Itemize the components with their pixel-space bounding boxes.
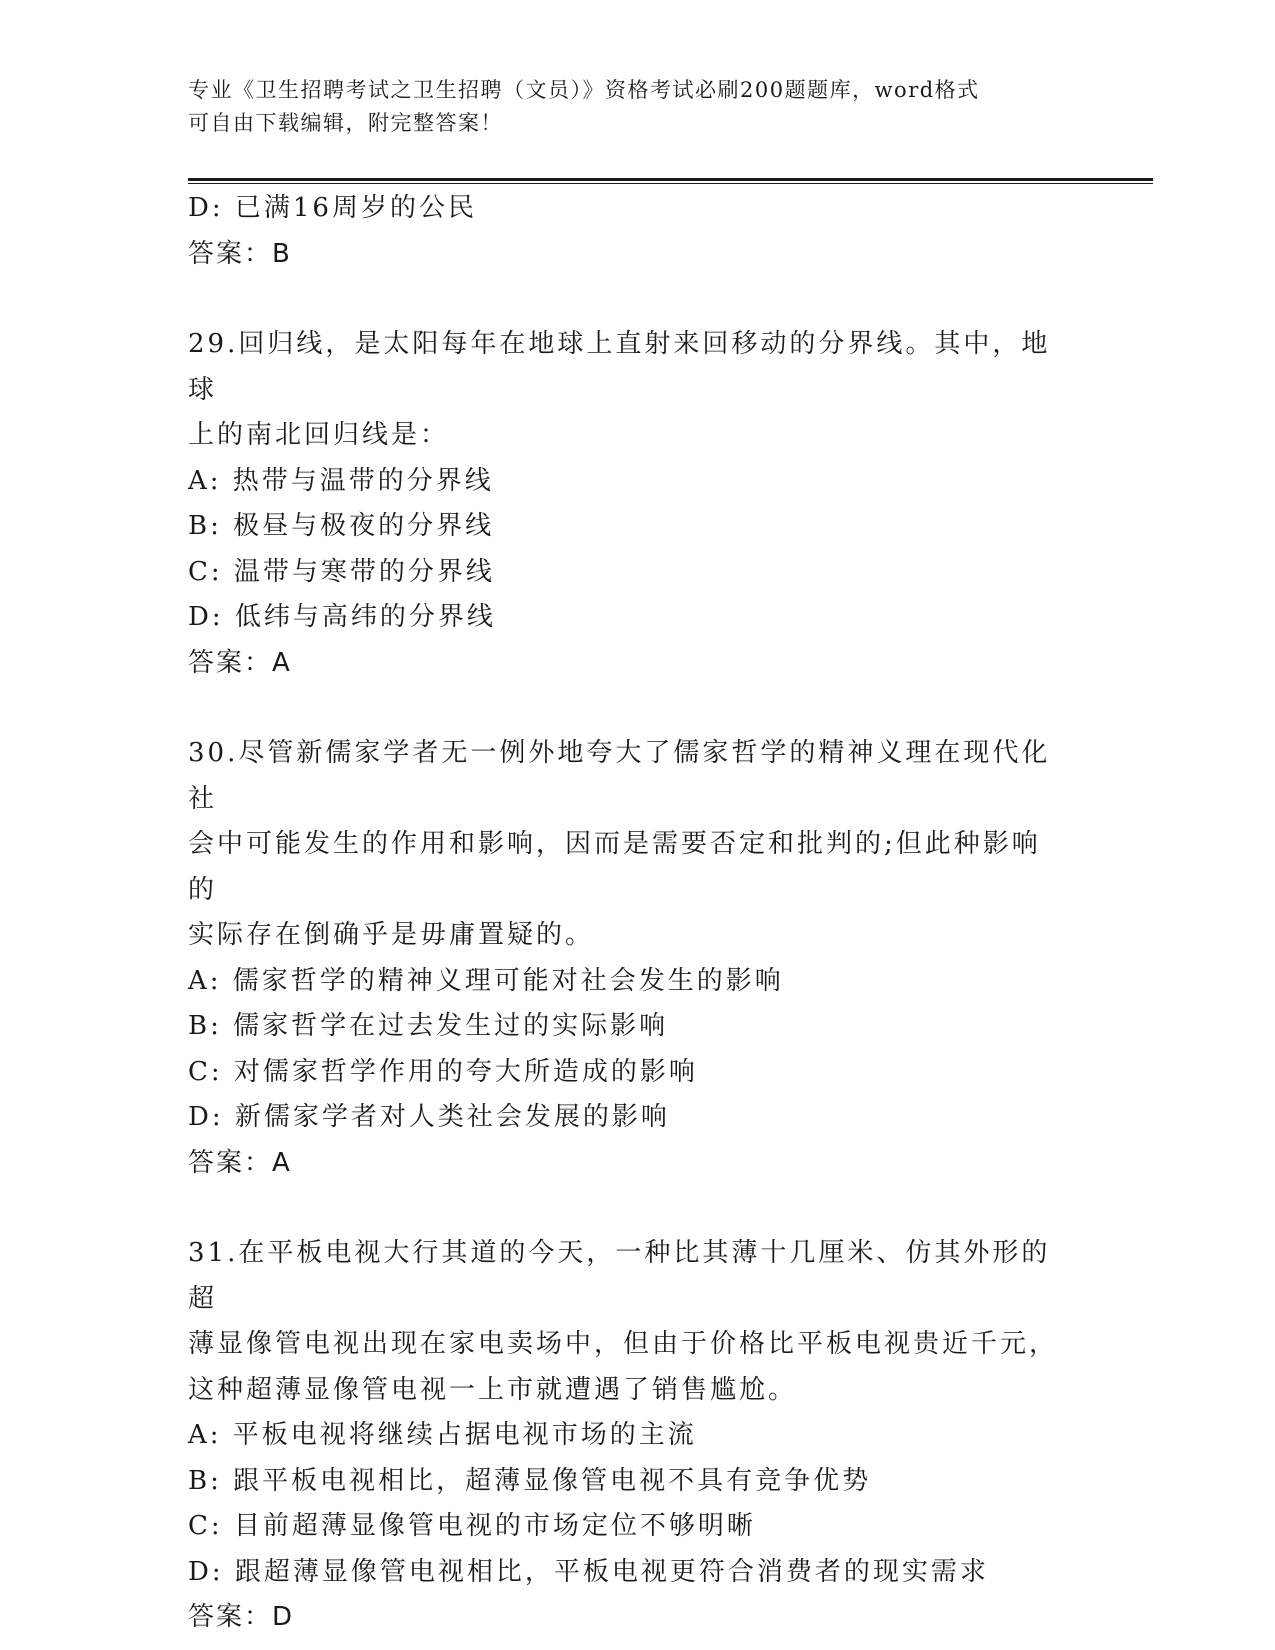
option-a: A: 热带与温带的分界线 xyxy=(188,465,494,496)
page-header xyxy=(188,74,1068,140)
option-a: A: 平板电视将继续占据电视市场的主流 xyxy=(188,1420,697,1450)
question-stem-line: 实际存在倒确乎是毋庸置疑的。 xyxy=(188,920,595,950)
option-c: C: 对儒家哲学作用的夸大所造成的影响 xyxy=(188,1056,698,1087)
header-title-line-2: 可自由下载编辑，附完整答案！ xyxy=(188,111,503,135)
document-body xyxy=(188,186,1068,1641)
option-d: D: 新儒家学者对人类社会发展的影响 xyxy=(188,1102,670,1132)
previous-question-tail xyxy=(188,186,1068,277)
question-stem-line: 30.尽管新儒家学者无一例外地夸大了儒家哲学的精神义理在现代化社 xyxy=(188,738,1051,814)
option-d: D: 已满16周岁的公民 xyxy=(188,193,477,223)
header-title-line-1: 专业《卫生招聘考试之卫生招聘（文员）》资格考试必刷200题题库，word格式 xyxy=(188,78,980,102)
option-d: D: 跟超薄显像管电视相比，平板电视更符合消费者的现实需求 xyxy=(188,1556,989,1587)
spacer xyxy=(188,686,1068,731)
question-stem-line: 31.在平板电视大行其道的今天，一种比其薄十几厘米、仿其外形的超 xyxy=(188,1238,1051,1314)
question-stem-line: 上的南北回归线是： xyxy=(188,420,450,450)
question-31 xyxy=(188,1231,1068,1641)
question-30 xyxy=(188,731,1068,1186)
question-stem-line: 会中可能发生的作用和影响，因而是需要否定和批判的;但此种影响的 xyxy=(188,829,1041,905)
option-b: B: 儒家哲学在过去发生过的实际影响 xyxy=(188,1011,669,1041)
option-d: D: 低纬与高纬的分界线 xyxy=(188,602,496,632)
option-b: B: 跟平板电视相比，超薄显像管电视不具有竞争优势 xyxy=(188,1465,872,1496)
question-stem-line: 这种超薄显像管电视一上市就遭遇了销售尴尬。 xyxy=(188,1374,798,1405)
option-a: A: 儒家哲学的精神义理可能对社会发生的影响 xyxy=(188,965,784,996)
header-divider xyxy=(188,178,1153,184)
option-c: C: 温带与寒带的分界线 xyxy=(188,556,495,587)
header-divider-thin xyxy=(188,183,1153,184)
question-stem-line: 薄显像管电视出现在家电卖场中，但由于价格比平板电视贵近千元， xyxy=(188,1329,1059,1359)
answer-line: 答案：A xyxy=(188,647,292,678)
answer-line: 答案：D xyxy=(188,1602,295,1632)
header-divider-thick xyxy=(188,178,1153,181)
option-b: B: 极昼与极夜的分界线 xyxy=(188,511,495,541)
answer-line: 答案：B xyxy=(188,238,292,269)
question-stem-line: 29.回归线，是太阳每年在地球上直射来回移动的分界线。其中，地球 xyxy=(188,329,1051,405)
spacer xyxy=(188,1186,1068,1231)
answer-line: 答案：A xyxy=(188,1147,292,1178)
question-29 xyxy=(188,322,1068,686)
option-c: C: 目前超薄显像管电视的市场定位不够明晰 xyxy=(188,1511,756,1541)
spacer xyxy=(188,277,1068,322)
